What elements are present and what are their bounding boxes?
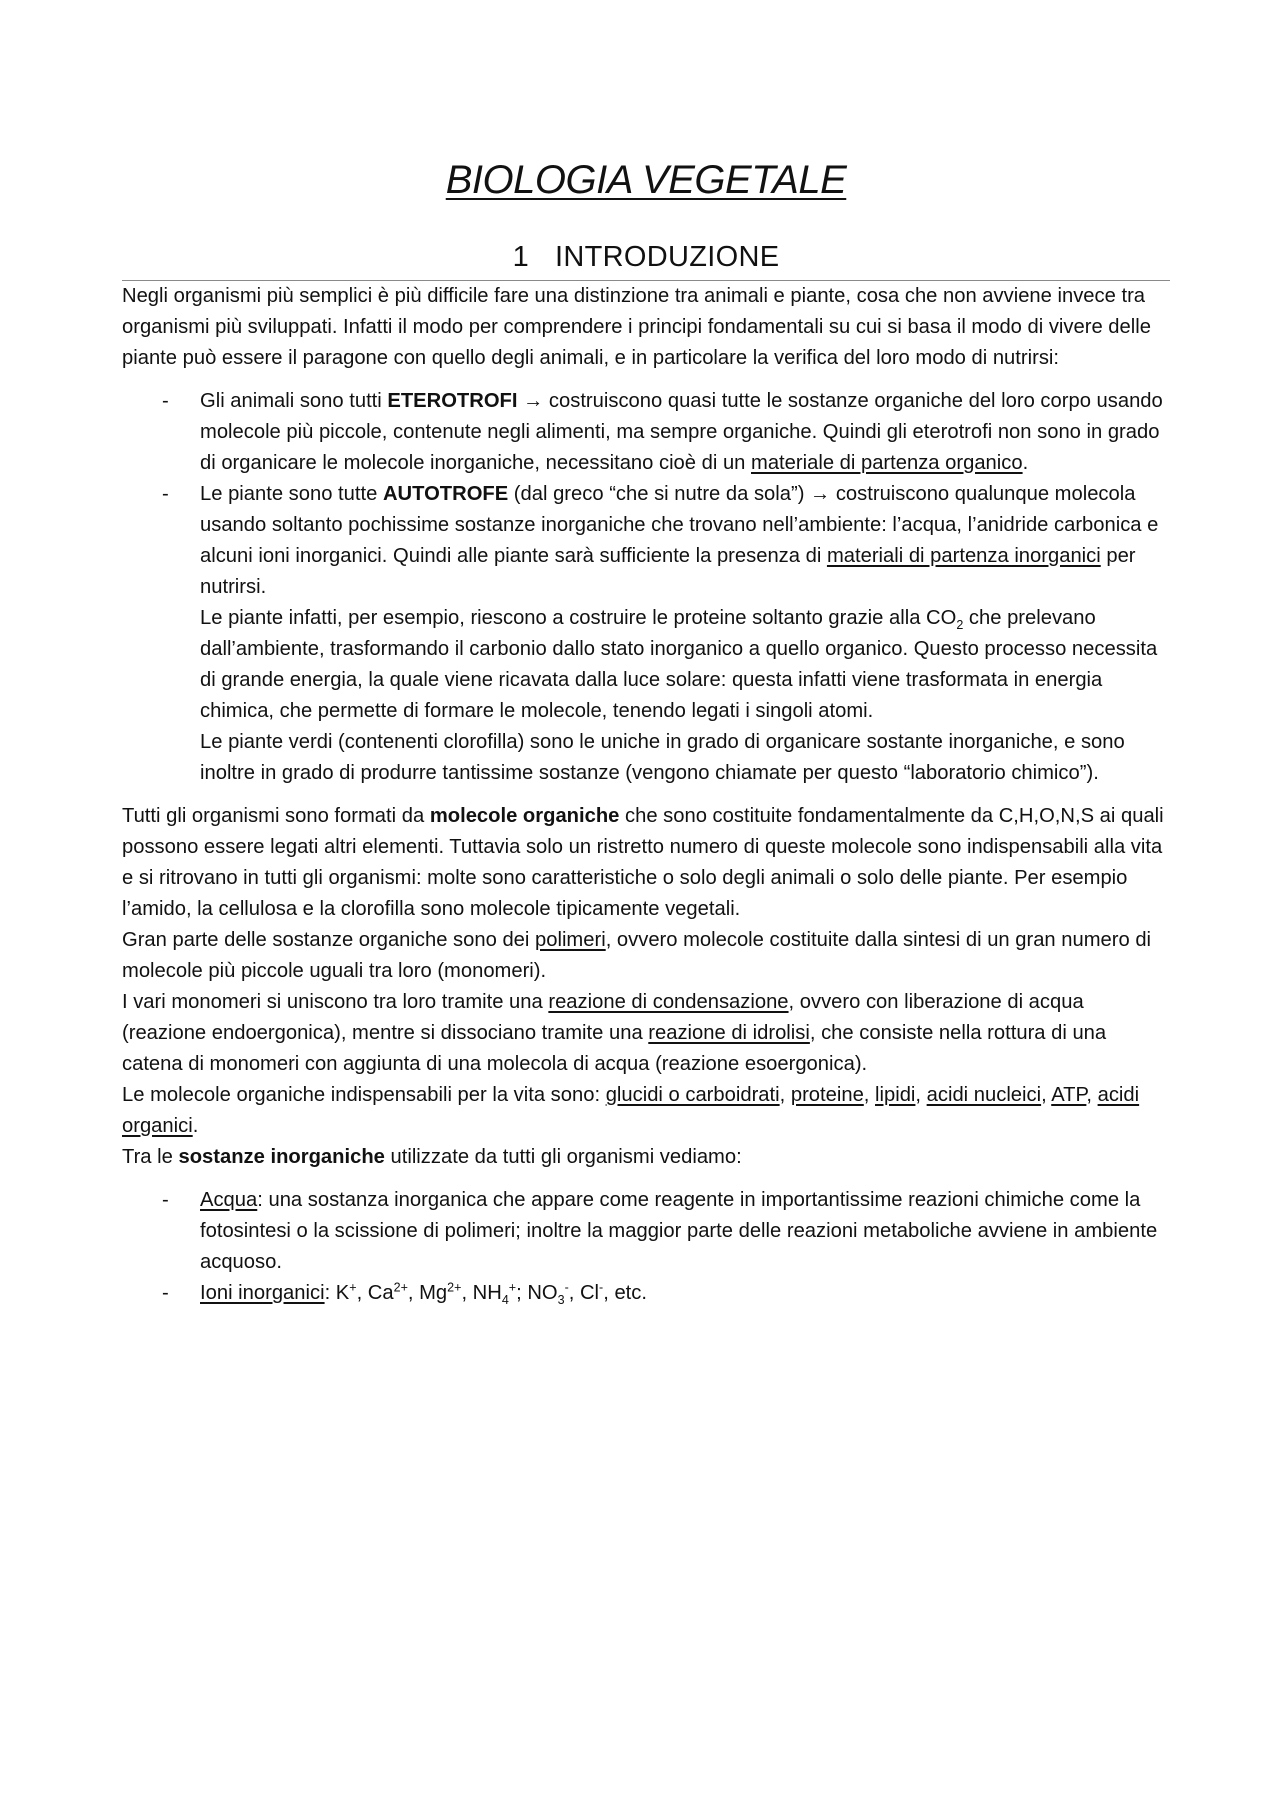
subscript: 2	[956, 618, 964, 633]
text-run: che prelevano dall’ambiente, trasformando il carbonio dallo stato inorganico a quello organico. Questo processo necessita di grande energia, la quale viene ricavata dalla luce solare: questa infatti viene trasformata in energia chimica, che permette di formare le molecole, tenendo legati i singoli atomi.	[200, 607, 1158, 722]
ion-subscript: 4	[501, 1293, 509, 1308]
list-item-ioni: - Ioni inorganici: K+, $Ca^{2+}$, $Mg^{2+}$, $NH_4^+$; $NO_3^-$, Cl-, etc.	[122, 1278, 1170, 1309]
underlined-term: materiali di partenza inorganici	[826, 545, 1101, 567]
list-item-acqua	[122, 1185, 1170, 1278]
nutrition-list	[122, 386, 1170, 789]
ion-charge: 2+	[393, 1280, 408, 1295]
text-run: (dal greco “che si nutre da sola”)	[508, 483, 811, 505]
ion-symbol: NO	[527, 1282, 558, 1304]
ion-symbol: Cl	[579, 1282, 600, 1304]
text-run: costruiscono qualunque molecola usando soltanto pochissime sostanze inorganiche che trovano nell’ambiente: l’acqua, l’anidride carbonica e alcuni ioni inorganici. Quindi alle piante sarà sufficiente la presenza di	[200, 483, 1159, 567]
organic-paragraph-2	[122, 925, 1170, 987]
text-run: per nutrirsi.	[200, 545, 1136, 598]
inorganic-list	[122, 1185, 1170, 1309]
underlined-term: ATP	[1051, 1084, 1087, 1106]
ion-symbol: Mg	[419, 1282, 448, 1304]
list-dash: -	[162, 1282, 169, 1304]
ion-nh4	[472, 1280, 517, 1308]
ion-symbol: NH	[472, 1282, 502, 1304]
text-run: costruiscono quasi tutte le sostanze organiche del loro corpo usando molecole più piccole, contenute negli alimenti, ma sempre organiche. Quindi gli eterotrofi non sono in grado di organicare le molecole inorganiche, necessitano cioè di un	[200, 390, 1163, 474]
ion-subscript: 3	[557, 1293, 565, 1308]
text-run: I vari monomeri si uniscono tra loro tramite una	[122, 991, 549, 1013]
list-dash: -	[162, 1189, 169, 1211]
organic-paragraph-3	[122, 987, 1170, 1080]
keyword-molecole-organiche: molecole organiche	[429, 805, 620, 827]
section-heading	[122, 241, 1170, 281]
separator: ,	[1041, 1084, 1052, 1106]
ion-mg	[419, 1282, 461, 1304]
arrow-icon: →	[810, 483, 836, 505]
separator: ,	[863, 1084, 876, 1106]
list-item-heterotrophs	[122, 386, 1170, 479]
underlined-term: reazione di idrolisi	[648, 1022, 810, 1044]
arrow-icon: →	[517, 390, 549, 412]
ion-cl	[580, 1282, 603, 1304]
underlined-term: acidi organici	[122, 1084, 1140, 1137]
text-run: :	[324, 1282, 336, 1304]
section-number: 1	[512, 241, 530, 273]
document-title: BIOLOGIA VEGETALE	[445, 158, 847, 202]
list-item-autotrophs	[122, 479, 1170, 789]
text-run: : una sostanza inorganica che appare come reagente in importantissime reazioni chimiche come la fotosintesi o la scissione di polimeri; inoltre la maggior parte delle reazioni metaboliche avviene in ambiente acquoso.	[200, 1189, 1158, 1273]
ion-charge: -	[564, 1280, 569, 1295]
ion-charge: +	[349, 1280, 357, 1295]
text-run: Tutti gli organismi sono formati da	[122, 805, 430, 827]
text-run: utilizzate da tutti gli organismi vediamo:	[384, 1146, 742, 1168]
underlined-term: acidi nucleici	[926, 1084, 1042, 1106]
underlined-term: reazione di condensazione	[548, 991, 789, 1013]
text-run: , ovvero molecole costituite dalla sintesi di un gran numero di molecole più piccole uguali tra loro (monomeri).	[122, 929, 1152, 982]
ion-charge: +	[508, 1280, 517, 1295]
text-run: , ovvero con liberazione di acqua (reazione endoergonica), mentre si dissociano tramite una	[122, 991, 1084, 1044]
underlined-term: polimeri	[535, 929, 606, 951]
text-run: .	[1022, 452, 1029, 474]
text-run: .	[192, 1115, 199, 1137]
ion-no3	[527, 1280, 569, 1308]
underlined-term: proteine	[790, 1084, 864, 1106]
intro-paragraph: Negli organismi più semplici è più difficile fare una distinzione tra animali e piante, cosa che non avviene invece tra organismi più sviluppati. Infatti il modo per comprendere i principi fondamentali su cui si basa il modo di vivere delle piante può essere il paragone con quello degli animali, e in particolare la verifica del loro modo di nutrirsi:	[122, 285, 1151, 369]
keyword-sostanze-inorganiche: sostanze inorganiche	[178, 1146, 385, 1168]
text-run: Gran parte delle sostanze organiche sono dei	[122, 929, 535, 951]
list-dash: -	[162, 390, 169, 412]
text-run: , che consiste nella rottura di una catena di monomeri con aggiunta di una molecola di acqua (reazione esoergonica).	[122, 1022, 1107, 1075]
ion-symbol: Ca	[367, 1282, 394, 1304]
text-run: Le piante verdi (contenenti clorofilla) sono le uniche in grado di organicare sostante inorganiche, e sono inoltre in grado di produrre tantissime sostanze (vengono chiamate per questo “laboratorio chimico”).	[200, 731, 1125, 784]
document-body	[122, 281, 1170, 1309]
separator: ,	[915, 1084, 927, 1106]
ion-ca	[368, 1282, 408, 1304]
section-title: INTRODUZIONE	[555, 241, 780, 273]
separator: ,	[779, 1084, 791, 1106]
organic-paragraph-1	[122, 801, 1170, 925]
underlined-term: glucidi o carboidrati	[605, 1084, 780, 1106]
ion-charge: -	[599, 1280, 604, 1295]
text-run: Le molecole organiche indispensabili per la vita sono:	[122, 1084, 606, 1106]
text-run: Le piante infatti, per esempio, riescono a costruire le proteine soltanto grazie alla CO	[200, 607, 957, 629]
underlined-term: Acqua	[200, 1189, 258, 1211]
text-run: Tra le	[122, 1146, 179, 1168]
keyword-autotrofe: AUTOTROFE	[382, 483, 509, 505]
separator: ,	[1086, 1084, 1098, 1106]
text-run: Gli animali sono tutti	[200, 390, 388, 412]
underlined-term: Ioni inorganici	[200, 1282, 325, 1304]
ion-symbol: K	[335, 1282, 350, 1304]
text-run: etc.	[614, 1282, 647, 1304]
organic-molecules-section	[122, 801, 1170, 1142]
text-run: Le piante sono tutte	[200, 483, 383, 505]
keyword-eterotrofi: ETEROTROFI	[387, 390, 518, 412]
underlined-term: lipidi	[875, 1084, 916, 1106]
organic-paragraph-4	[122, 1080, 1170, 1142]
ion-k	[336, 1282, 357, 1304]
inorganic-intro	[122, 1142, 1170, 1173]
list-dash: -	[162, 483, 169, 505]
underlined-term: materiale di partenza organico	[751, 452, 1023, 474]
text-run: che sono costituite fondamentalmente da C,H,O,N,S ai quali possono essere legati altri elementi. Tuttavia solo un ristretto numero di queste molecole sono indispensabili alla vita e si ritrovano in tutti gli organismi: molte sono caratteristiche o solo degli animali o solo delle piante. Per esempio l’amido, la cellulosa e la clorofilla sono molecole tipicamente vegetali.	[122, 805, 1164, 920]
ion-charge: 2+	[447, 1280, 462, 1295]
